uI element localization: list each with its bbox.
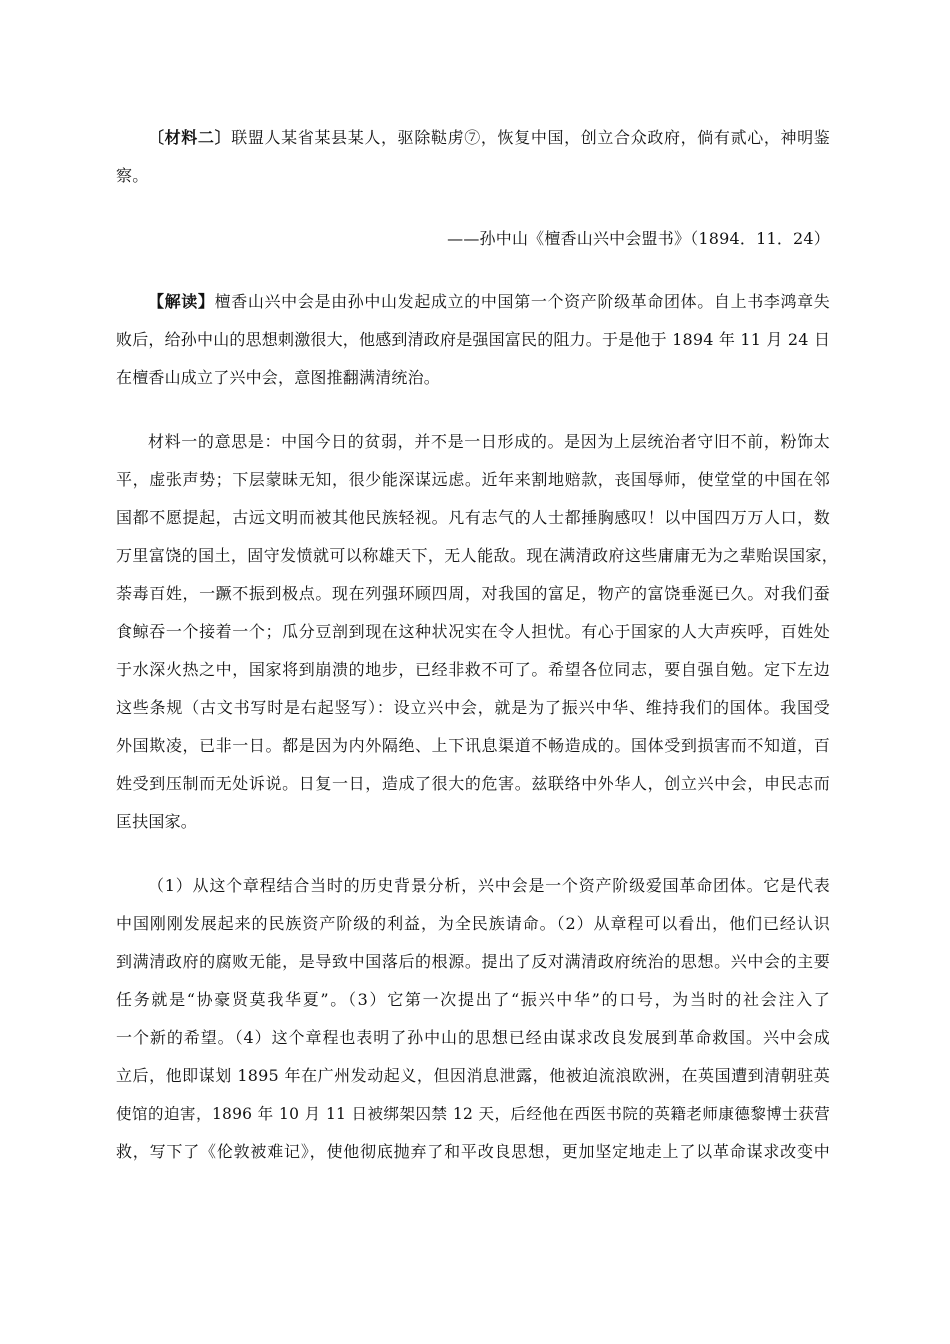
paragraph1-line: 材料一的意思是：中国今日的贫弱，并不是一日形成的。是因为上层统治者守旧不前，粉饰太 bbox=[148, 432, 830, 451]
material2-line1 bbox=[148, 128, 830, 148]
paragraph1-line: 荼毒百姓，一蹶不振到极点。现在列强环顾四周，对我国的富足，物产的富饶垂涎已久。对我们蚕 bbox=[116, 584, 830, 603]
material2-text-line1: 联盟人某省某县某人，驱除鞑虏⑦，恢复中国，创立合众政府，倘有贰心，神明鉴 bbox=[231, 128, 830, 147]
interpretation-line3: 在檀香山成立了兴中会，意图推翻满清统治。 bbox=[116, 368, 441, 387]
material2-line2: 察。 bbox=[116, 166, 149, 185]
paragraph1-line: 国都不愿提起，古远文明而被其他民族轻视。凡有志气的人士都捶胸感叹！以中国四万万人口，数 bbox=[116, 508, 830, 527]
paragraph2-line: 救，写下了《伦敦被难记》，使他彻底抛弃了和平改良思想，更加坚定地走上了以革命谋求改变中 bbox=[116, 1142, 830, 1161]
paragraph2-line: 使馆的迫害，1896 年 10 月 11 日被绑架囚禁 12 天，后经他在西医书院的英籍老师康德黎博士获营 bbox=[116, 1105, 830, 1123]
paragraph1-line: 外国欺凌，已非一日。都是因为内外隔绝、上下讯息渠道不畅造成的。国体受到损害而不知道，百 bbox=[116, 736, 830, 755]
material2-source: ——孙中山《檀香山兴中会盟书》（1894．11．24） bbox=[447, 229, 830, 248]
material2-label: 〔材料二〕 bbox=[148, 128, 232, 147]
paragraph1-line: 匡扶国家。 bbox=[116, 812, 198, 831]
paragraph2-line: 一个新的希望。（4）这个章程也表明了孙中山的思想已经由谋求改良发展到革命救国。兴中会成 bbox=[116, 1028, 830, 1047]
paragraph1-line: 于水深火热之中，国家将到崩溃的地步，已经非救不可了。希望各位同志，要自强自勉。定下左边 bbox=[116, 660, 830, 679]
interpretation-label: 【解读】 bbox=[148, 292, 215, 311]
paragraph1-line: 万里富饶的国土，固守发愤就可以称雄天下，无人能敌。现在满清政府这些庸庸无为之辈贻误国家， bbox=[116, 546, 838, 565]
paragraph1-line: 姓受到压制而无处诉说。日复一日，造成了很大的危害。兹联络中外华人，创立兴中会，申民志而 bbox=[116, 774, 830, 793]
paragraph2-line: 任务就是“协豪贤莫我华夏”。（3）它第一次提出了“振兴中华”的口号，为当时的社会注入了 bbox=[116, 990, 830, 1009]
paragraph2-line: （1）从这个章程结合当时的历史背景分析，兴中会是一个资产阶级爱国革命团体。它是代表 bbox=[148, 876, 830, 895]
interpretation-line1 bbox=[148, 292, 830, 312]
interpretation-line2: 败后，给孙中山的思想刺激很大，他感到清政府是强国富民的阻力。于是他于 1894 年 11 月 24 日 bbox=[116, 330, 831, 349]
paragraph1-line: 食鲸吞一个接着一个；瓜分豆剖到现在这种状况实在令人担忧。有心于国家的人大声疾呼，百姓处 bbox=[116, 622, 830, 641]
interpretation-text-line1: 檀香山兴中会是由孙中山发起成立的中国第一个资产阶级革命团体。自上书李鸿章失 bbox=[214, 292, 830, 311]
paragraph2-line: 中国刚刚发展起来的民族资产阶级的利益，为全民族请命。（2）从章程可以看出，他们已经认识 bbox=[116, 914, 830, 933]
paragraph2-line: 立后，他即谋划 1895 年在广州发动起义，但因消息泄露，他被迫流浪欧洲，在英国遭到清朝驻英 bbox=[116, 1066, 830, 1085]
paragraph1-line: 平，虚张声势；下层蒙昧无知，很少能深谋远虑。近年来割地赔款，丧国辱师，使堂堂的中国在邻 bbox=[116, 470, 830, 489]
paragraph1-line: 这些条规（古文书写时是右起竖写）：设立兴中会，就是为了振兴中华、维持我们的国体。我国受 bbox=[116, 698, 830, 717]
paragraph2-line: 到满清政府的腐败无能，是导致中国落后的根源。提出了反对满清政府统治的思想。兴中会的主要 bbox=[116, 952, 830, 971]
